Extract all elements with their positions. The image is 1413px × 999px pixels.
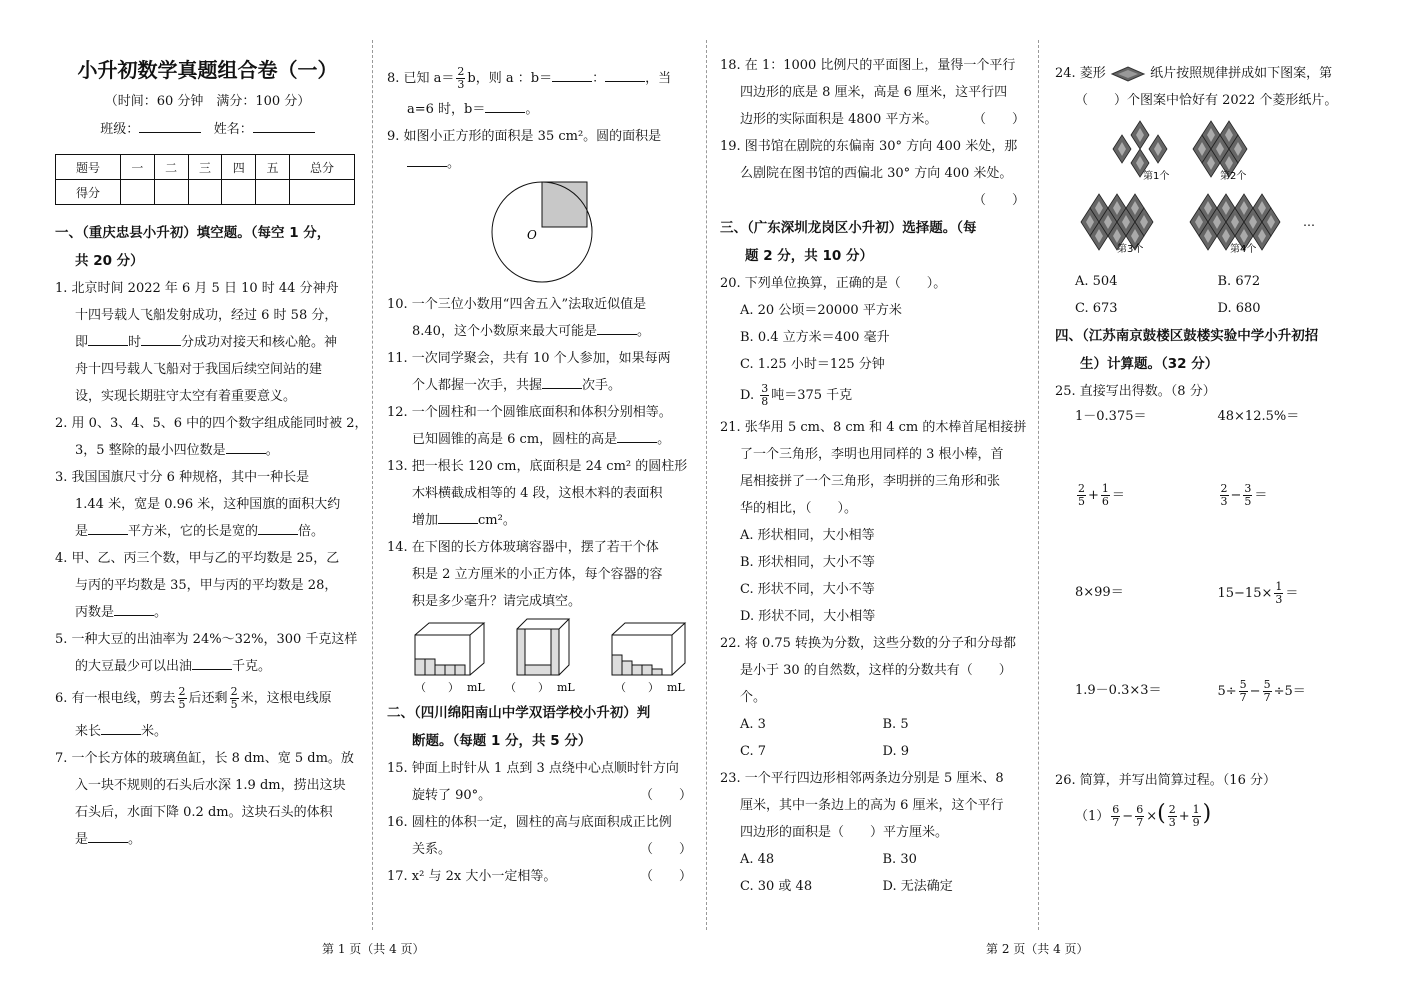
- circle-square-figure: [387, 177, 692, 287]
- column-3: [720, 52, 1025, 924]
- figure-label: 第1个: [1143, 171, 1170, 182]
- unit-label: mL: [667, 681, 685, 694]
- option-c[interactable]: C. 30 或 48: [740, 879, 813, 894]
- rhombus-pattern-figure: [1055, 114, 1360, 264]
- section-1-title: 一、（重庆忠县小升初）填空题。（每空 1 分，: [55, 225, 331, 241]
- answer-blank[interactable]: [88, 331, 128, 346]
- score-cell[interactable]: [256, 180, 290, 205]
- score-cell[interactable]: [289, 180, 354, 205]
- page-title: 小升初数学真题组合卷（一）: [77, 58, 338, 82]
- answer-blank[interactable]: [88, 520, 128, 535]
- svg-text:（ ）: （ ）: [505, 681, 549, 694]
- answer-blank[interactable]: [617, 428, 657, 443]
- answer-paren[interactable]: （ ）: [639, 842, 692, 857]
- student-info: 班级： 姓名：: [55, 116, 360, 144]
- question-1: 1. 北京时间 2022 年 6 月 5 日 10 时 44 分神舟 十四号载人飞船发射成功，经过 6 时 58 分， 即 时 分成功对接天和核心舱。神 舟十四号载人飞船对于我国后续空间站的建 设，实现长期驻守太空有着重要意义。: [55, 281, 339, 404]
- ellipsis: …: [1303, 215, 1315, 229]
- question-14: 14. 在下图的长方体玻璃容器中，摆了若干个体 积是 2 立方厘米的小正方体，每个容器的容 积是多少毫升？请完成填空。 （ ） mL （ ） mL （ ） mL: [387, 534, 692, 699]
- center-label: O: [527, 228, 537, 242]
- question-26: 26. 简算，并写出简算过程。（16 分） （1） $\frac{6}{7}$ − $\frac{6}{7}$ ×( $\frac{2}{3}$ + $\frac{1}{9}$ ): [1055, 767, 1360, 837]
- answer-blank[interactable]: [407, 152, 447, 167]
- expression: 5÷ $\frac{5}{7}$ − $\frac{5}{7}$ ÷5＝: [1217, 678, 1306, 704]
- container-figures: [387, 615, 692, 695]
- score-cell[interactable]: [222, 180, 256, 205]
- option-b[interactable]: B. 5: [882, 717, 909, 732]
- option-c[interactable]: C. 形状不同，大小不等: [740, 582, 875, 597]
- expression: 15−15× $\frac{1}{3}$ ＝: [1217, 580, 1299, 606]
- column-separator: [1038, 40, 1039, 930]
- section-2-title: 断题。（每题 1 分，共 5 分）: [412, 733, 592, 749]
- option-a[interactable]: A. 20 公顷＝20000 平方米: [740, 303, 902, 318]
- answer-blank[interactable]: [597, 320, 637, 335]
- class-blank[interactable]: [139, 118, 201, 133]
- svg-text:（ ）: （ ）: [615, 681, 659, 694]
- answer-blank[interactable]: [88, 828, 128, 843]
- section-1-title: 共 20 分）: [75, 253, 144, 269]
- expression: $\frac{2}{5}$ + $\frac{1}{6}$ ＝: [1078, 482, 1125, 508]
- option-a[interactable]: A. 504: [1075, 274, 1118, 289]
- question-18: 18. 在 1：1000 比例尺的平面图上，量得一个平行 四边形的底是 8 厘米，高是 6 厘米，这平行四 边形的实际面积是 4800 平方米。 （ ）: [720, 52, 1025, 133]
- question-15: 15. 钟面上时针从 1 点到 3 点绕中心点顺时针方向 旋转了 90°。 （ ）: [387, 755, 692, 809]
- question-5: 5. 一种大豆的出油率为 24%～32%，300 千克这样 的大豆最少可以出油 千克。: [55, 632, 358, 674]
- fraction: $\frac{3}{8}$: [761, 382, 769, 408]
- page-number-2: 第 2 页（共 4 页）: [986, 942, 1089, 956]
- question-9: 9. 如图小正方形的面积是 35 cm²。圆的面积是 。 O: [387, 123, 692, 291]
- question-10: 10. 一个三位小数用“四舍五入”法取近似值是 8.40，这个小数原来最大可能是 。: [387, 297, 650, 339]
- column-2: [387, 62, 692, 924]
- section-2-title: 二、（四川绵阳南山中学双语学校小升初）判: [387, 705, 651, 721]
- fraction: $\frac{2}{3}$: [457, 65, 465, 91]
- rhombus-icon: [1110, 66, 1146, 82]
- question-22: 22. 将 0.75 转换为分数，这些分数的分子和分母都 是小于 30 的自然数，这样的分数共有（ ） 个。 A. 3 B. 5 C. 7 D. 9: [720, 630, 1025, 765]
- expression: $\frac{2}{3}$ − $\frac{3}{5}$ ＝: [1220, 482, 1268, 508]
- expression: 8×99＝: [1075, 585, 1124, 600]
- section-3-title: 题 2 分，共 10 分）: [745, 248, 873, 264]
- answer-paren[interactable]: （ ）: [972, 193, 1025, 208]
- score-row: 得分: [56, 180, 355, 205]
- question-19: 19. 图书馆在剧院的东偏南 30° 方向 400 米处，那 么剧院在图书馆的西偏北 30° 方向 400 米处。 （ ）: [720, 139, 1025, 208]
- question-12: 12. 一个圆柱和一个圆锥底面积和体积分别相等。 已知圆锥的高是 6 cm，圆柱的高是 。: [387, 405, 672, 447]
- answer-blank[interactable]: [192, 655, 232, 670]
- score-cell[interactable]: [188, 180, 222, 205]
- unit-label: mL: [467, 681, 485, 694]
- expression: 1.9－0.3×3＝: [1075, 683, 1162, 698]
- answer-blank[interactable]: [485, 98, 525, 113]
- figure-label: 第2个: [1220, 171, 1247, 182]
- section-3-title: 三、（广东深圳龙岗区小升初）选择题。（每: [720, 220, 977, 236]
- option-b[interactable]: B. 0.4 立方米＝400 毫升: [740, 330, 890, 345]
- question-2: 2. 用 0、3、4、5、6 中的四个数字组成能同时被 2， 3，5 整除的最小四位数是 。: [55, 416, 368, 458]
- answer-blank[interactable]: [114, 601, 154, 616]
- option-c[interactable]: C. 1.25 小时＝125 分钟: [740, 357, 885, 372]
- question-16: 16. 圆柱的体积一定，圆柱的高与底面积成正比例 关系。 （ ）: [387, 809, 692, 863]
- page-number-1: 第 1 页（共 4 页）: [322, 942, 425, 956]
- question-6: 6. 有一根电线，剪去 $\frac{2}{5}$ 后还剩 $\frac{2}{5}$ 米，这根电线原 来长 米。: [55, 685, 332, 739]
- question-24: 24. 菱形 纸片按照规律拼成如下图案，第 （ ）个图案中恰好有 2022 个菱形纸片。 第1个 第2个 第3个 第4个 … A. 504 B. 672 C. 673 D. 680: [1055, 60, 1360, 322]
- column-4: [1055, 60, 1360, 924]
- answer-blank[interactable]: [605, 67, 645, 82]
- answer-paren[interactable]: （ ）: [639, 788, 692, 803]
- option-a[interactable]: A. 48: [740, 852, 775, 867]
- question-4: 4. 甲、乙、丙三个数，甲与乙的平均数是 25，乙 与丙的平均数是 35，甲与丙的平均数是 28， 丙数是 。: [55, 551, 340, 620]
- name-blank[interactable]: [253, 118, 315, 133]
- expression: （1） $\frac{6}{7}$ − $\frac{6}{7}$ ×( $\frac{2}{3}$ + $\frac{1}{9}$ ): [1075, 801, 1212, 829]
- fraction: $\frac{2}{5}$: [230, 685, 238, 711]
- question-8: 8. 已知 a＝ $\frac{2}{3}$ b，则 a ：b＝ ： ，当 a=6 时，b＝ 。: [387, 65, 672, 117]
- answer-blank[interactable]: [141, 331, 181, 346]
- column-1: [55, 52, 368, 924]
- score-cell[interactable]: [154, 180, 188, 205]
- expression: 1－0.375＝: [1075, 409, 1147, 424]
- question-23: 23. 一个平行四边形相邻两条边分别是 5 厘米、8 厘米，其中一条边上的高为 6 厘米，这个平行 四边形的面积是（ ）平方厘米。 A. 48 B. 30 C. 30 或 48 D. 无法确定: [720, 765, 1025, 900]
- question-7: 7. 一个长方体的玻璃鱼缸，长 8 dm、宽 5 dm。放 入一块不规则的石头后水深 1.9 dm，捞出这块 石头后，水面下降 0.2 dm。这块石头的体积 是 。: [55, 751, 354, 847]
- section-4-title: 四、（江苏南京鼓楼区鼓楼实验中学小升初招: [1055, 328, 1319, 344]
- score-header-row: 题号 一 二 三 四 五 总分: [56, 155, 355, 180]
- answer-blank[interactable]: [226, 439, 266, 454]
- question-13: 13. 把一根长 120 cm，底面积是 24 cm² 的圆柱形 木料横截成相等的 4 段，这根木料的表面积 增加 cm²。: [387, 459, 688, 528]
- option-b[interactable]: B. 672: [1217, 274, 1261, 289]
- answer-blank[interactable]: [438, 509, 478, 524]
- question-3: 3. 我国国旗尺寸分 6 种规格，其中一种长是 1.44 米，宽是 0.96 米，这种国旗的面积大约 是 平方米，它的长是宽的 倍。: [55, 470, 341, 539]
- option-d[interactable]: D. 形状不同，大小相等: [740, 609, 876, 624]
- answer-blank[interactable]: [552, 67, 592, 82]
- fraction: $\frac{2}{5}$: [178, 685, 186, 711]
- option-d[interactable]: D. $\frac{3}{8}$ 吨＝375 千克: [740, 382, 853, 408]
- option-a[interactable]: A. 3: [740, 717, 766, 732]
- question-20: 20. 下列单位换算，正确的是（ ）。 A. 20 公顷＝20000 平方米 B. 0.4 立方米＝400 毫升 C. 1.25 小时＝125 分钟 D. $\frac{3}{8}$ 吨＝375 千克: [720, 270, 1025, 414]
- score-table: [55, 154, 355, 205]
- option-c[interactable]: C. 673: [1075, 301, 1118, 316]
- score-cell[interactable]: [120, 180, 154, 205]
- time-info: （时间：60 分钟 满分：100 分）: [104, 94, 311, 109]
- question-11: 11. 一次同学聚会，共有 10 个人参加，如果每两 个人都握一次手，共握 次手。: [387, 351, 671, 393]
- answer-paren[interactable]: （ ）: [639, 869, 692, 884]
- section-4-title: 生）计算题。（32 分）: [1080, 356, 1219, 372]
- option-a[interactable]: A. 形状相同，大小相等: [740, 528, 875, 543]
- option-d[interactable]: D. 9: [882, 744, 909, 759]
- question-25: 25. 直接写出得数。（8 分） 1－0.375＝ 48×12.5%＝ $\frac{2}{5}$ + $\frac{1}{6}$ ＝ $\frac{2}{3}$ − $\frac{3}{5}$ ＝ 8×99＝ 15−15× $\frac{1}{3}$ ＝ 1.9－0.3×3＝ 5÷ $\frac{5}{7}$ − $\frac{5}{7}$ ÷5＝: [1055, 378, 1360, 767]
- question-21: 21. 张华用 5 cm、8 cm 和 4 cm 的木棒首尾相接拼 了一个三角形，李明也用同样的 3 根小棒，首 尾相接拼了一个三角形，李明拼的三角形和张 华的相比，（ ）。 A. 形状相同，大小相等 B. 形状相同，大小不等 C. 形状不同，大小不等 D. 形状不同，大小相等: [720, 414, 1025, 630]
- column-separator: [706, 40, 707, 930]
- answer-paren[interactable]: （ ）: [972, 112, 1025, 127]
- option-c[interactable]: C. 7: [740, 744, 767, 759]
- question-17: 17. x² 与 2x 大小一定相等。 （ ）: [387, 863, 692, 890]
- figure-label: 第3个: [1117, 244, 1144, 255]
- expression: 48×12.5%＝: [1217, 409, 1300, 424]
- option-d[interactable]: D. 680: [1217, 301, 1261, 316]
- column-separator: [372, 40, 373, 930]
- option-b[interactable]: B. 30: [882, 852, 917, 867]
- answer-blank[interactable]: [258, 520, 298, 535]
- option-d[interactable]: D. 无法确定: [882, 879, 953, 894]
- option-b[interactable]: B. 形状相同，大小不等: [740, 555, 875, 570]
- answer-blank[interactable]: [542, 374, 582, 389]
- unit-label: mL: [557, 681, 575, 694]
- answer-blank[interactable]: [101, 720, 141, 735]
- svg-text:（ ）: （ ）: [415, 681, 459, 694]
- figure-label: 第4个: [1230, 244, 1257, 255]
